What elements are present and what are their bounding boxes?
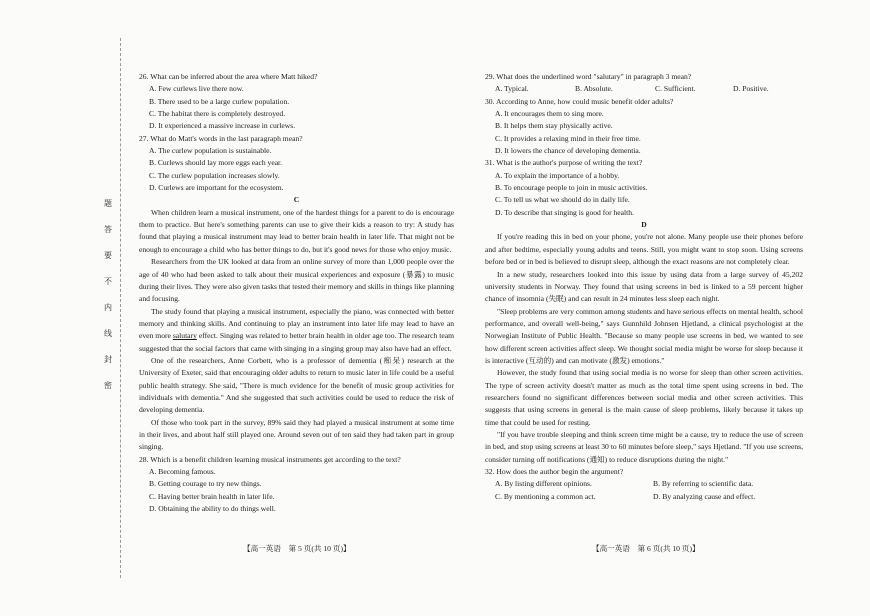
- binding-margin: [100, 200, 116, 408]
- page-footer: 【高一英语 第 6 页(共 10 页)】: [592, 544, 700, 553]
- paragraph: "Sleep problems are very common among students and have serious effects on mental health, school performance, and overall well-being," says Gunnhild Johnsen Hjetland, a clinical psychologist at the Norwegian Institute of Public Health. "Because so many people use screens in bed, we wanted to see how different screen activities affect sleep. We thought social media might be worse for sleep because it is interactive (互动的) and can motivate (激发) emotions.": [485, 306, 803, 365]
- paragraph: When children learn a musical instrument, one of the hardest things for a parent to do is encourage them to practice. But here's something parents can use to give their kids a reason to try: A study has found that playing a musical instrument may lead to better brain health in later life. That might not be enough to encourage a child who has better things to do, but it's good news for those who enjoy music.: [139, 207, 454, 254]
- binding-char: 内: [104, 303, 112, 312]
- paragraph: Researchers from the UK looked at data from an online survey of more than 1,000 people over the age of 40 who had been asked to talk about their musical experiences and exposure (暴露) to music during their lives. They were also given tasks that tested their memory and skills in things like planning and focusing.: [139, 257, 454, 304]
- binding-char: 题: [104, 199, 112, 208]
- question-32: 32. How does the author begin the argument?: [485, 467, 624, 476]
- question-29: 29. What does the underlined word "salutary" in paragraph 3 mean?: [485, 72, 692, 81]
- paragraph: However, the study found that using social media is no worse for sleep than other screen activities. The type of screen activity doesn't matter as much as the total time spent using screens in bed. The researchers found no significant differences between social media and other screen activities. This suggests that using screens in general is the main cause of sleep problems, likely because it takes up time that could be used for resting.: [485, 368, 803, 427]
- binding-char: 答: [104, 225, 112, 234]
- option: C. The curlew population increases slowly.: [149, 170, 280, 180]
- option: A. Few curlews live there now.: [149, 84, 244, 94]
- paragraph: [139, 306, 454, 355]
- binding-char: 封: [104, 355, 112, 364]
- option: D. To describe that singing is good for health.: [495, 207, 634, 217]
- option: C. By mentioning a common act.: [495, 491, 596, 501]
- option: B. There used to be a large curlew population.: [149, 96, 290, 106]
- binding-char: 密: [104, 381, 112, 390]
- page-footer: 【高一英语 第 5 页(共 10 页)】: [243, 544, 351, 553]
- question-26: 26. What can be inferred about the area where Matt hiked?: [139, 72, 318, 81]
- question-31: 31. What is the author's purpose of writing the text?: [485, 158, 643, 168]
- binding-line: [120, 38, 121, 578]
- option: A. The curlew population is sustainable.: [149, 146, 272, 156]
- option: B. By referring to scientific data.: [653, 479, 754, 489]
- option: B. To encourage people to join in music activities.: [495, 183, 648, 193]
- option: C. Sufficient.: [655, 84, 696, 94]
- option: C. Having better brain health in later life.: [149, 491, 275, 501]
- question-28: 28. Which is a benefit children learning musical instruments get according to the text?: [139, 454, 401, 464]
- option-row: [485, 491, 803, 503]
- option: A. It encourages them to sing more.: [495, 109, 604, 119]
- option: A. To explain the importance of a hobby.: [495, 170, 620, 180]
- option-row: [485, 83, 803, 95]
- section-heading: C: [293, 195, 300, 205]
- option: D. Curlews are important for the ecosystem.: [149, 183, 284, 193]
- option: A. Typical.: [495, 84, 529, 94]
- option: A. Becoming famous.: [149, 467, 216, 476]
- paragraph: Of those who took part in the survey, 89% said they had played a musical instrument at some time in their lives, and about half still played one. Around seven out of ten said they had taken part in group singing.: [139, 417, 454, 452]
- option: C. To tell us what we should do in daily life.: [495, 195, 630, 205]
- option-row: [485, 478, 803, 490]
- paragraph: In a new study, researchers looked into this issue by using data from a large survey of 45,202 university students in Norway. They found that using screens in bed is linked to a 59 percent higher chance of insomnia (失眠) and can result in 24 minutes less sleep each night.: [485, 269, 803, 304]
- binding-char: 不: [104, 277, 112, 286]
- option: B. Curlews should lay more eggs each year.: [149, 158, 283, 168]
- paragraph: One of the researchers, Anne Corbett, who is a professor of dementia (痴呆) research at the University of Exeter, said that encouraging older adults to return to music later in life could be a useful public health strategy. She said, "There is much evidence for the benefit of music group activities for individuals with dementia." And she suggested that such activities could be used to reduce the risk of developing dementia.: [139, 355, 454, 415]
- paragraph: "If you have trouble sleeping and think screen time might be a cause, try to reduce the use of screen in bed, and stop using screens at least 30 to 60 minutes before sleep," says Hjetland. "If you use screens, consider turning off notifications (通知) to reduce disruptions during the night.": [485, 429, 803, 464]
- paragraph-text: The study found that playing a musical instrument, especially the piano, was connected with better memory and thinking skills. And continuing to play an instrument into later life may lead to have an even more: [139, 306, 454, 341]
- option: C. The habitat there is completely destroyed.: [149, 109, 286, 119]
- option: D. By analyzing cause and effect.: [653, 491, 756, 501]
- paragraph: If you're reading this in bed on your phone, you're not alone. Many people use their phones before and after bedtime, especially young adults and teens. Still, you might want to stop soon. Using screens before bed or in bed is believed to disrupt sleep, although the exact reasons are not completely clear.: [485, 232, 803, 267]
- option: C. It provides a relaxing mind in their free time.: [495, 133, 641, 143]
- option: D. It experienced a massive increase in curlews.: [149, 121, 296, 131]
- question-30: 30. According to Anne, how could music benefit older adults?: [485, 96, 674, 106]
- page-5-column: [139, 71, 454, 515]
- section-heading: D: [641, 220, 647, 230]
- binding-char: 要: [104, 251, 112, 260]
- paragraph-text: effect. Singing was related to better brain health in older age too. The research team suggested that the social factors that came with singing in a singing group may also have had an effect.: [139, 331, 454, 353]
- option: B. Absolute.: [575, 84, 613, 94]
- option: B. Getting courage to try new things.: [149, 479, 262, 489]
- underlined-word: salutary: [172, 331, 197, 341]
- page-6-column: [485, 71, 803, 503]
- binding-char: 线: [104, 329, 112, 338]
- question-27: 27. What do Matt's words in the last paragraph mean?: [139, 133, 303, 143]
- option: D. Obtaining the ability to do things well.: [149, 504, 276, 514]
- option: D. It lowers the chance of developing dementia.: [495, 146, 641, 156]
- option: D. Positive.: [733, 84, 769, 94]
- option: A. By listing different opinions.: [495, 479, 592, 489]
- option: B. It helps them stay physically active.: [495, 121, 613, 131]
